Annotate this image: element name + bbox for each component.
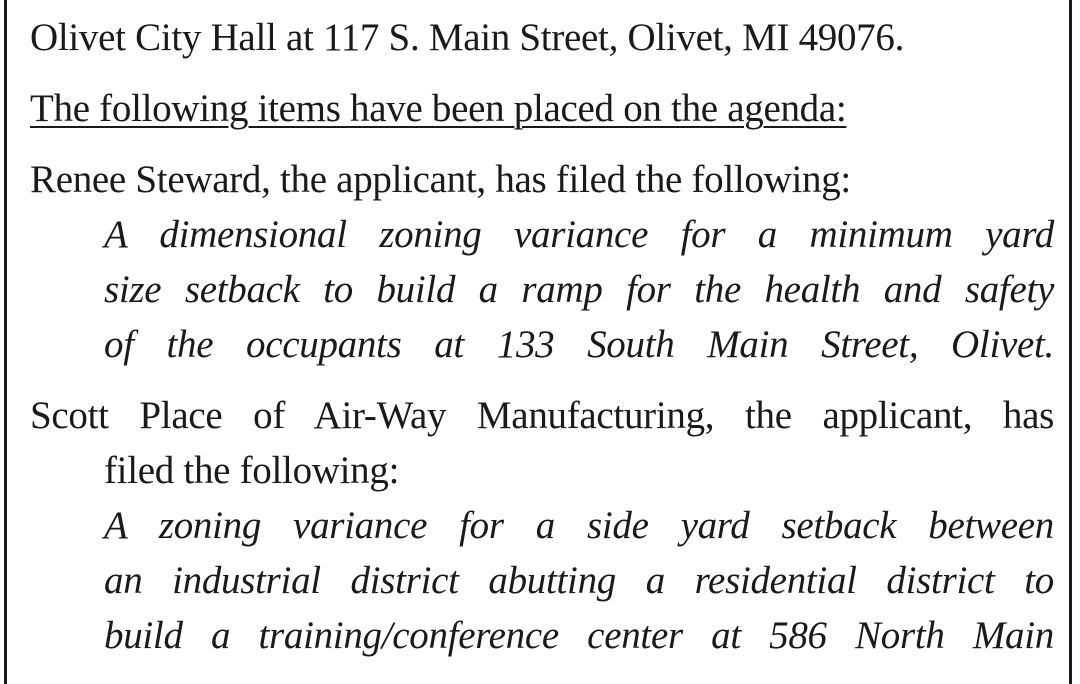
variance-description — [30, 207, 1054, 372]
applicant-line: Renee Steward, the applicant, has filed the following: — [30, 158, 851, 201]
partial-top-line — [30, 0, 1054, 10]
public-notice-document — [30, 0, 1054, 663]
applicant-continuation — [30, 443, 1054, 498]
agenda-item-1 — [30, 152, 1054, 372]
description-line: A zoning variance for a side yard setback between — [104, 504, 1054, 547]
applicant-line-2: filed the following: — [104, 449, 400, 492]
agenda-heading: The following items have been placed on the agenda: — [30, 87, 847, 130]
description-line: of the occupants at 133 South Main Street, Olivet. — [104, 323, 1054, 366]
agenda-item-2 — [30, 388, 1054, 663]
description-line: an industrial district abutting a residential district to — [104, 559, 1054, 602]
description-line: build a training/conference center at 586 North Main — [104, 614, 1054, 657]
applicant-line-1: Scott Place of Air-Way Manufacturing, the applicant, has — [30, 394, 1054, 437]
description-line: A dimensional zoning variance for a minimum yard — [104, 213, 1054, 256]
applicant-line — [30, 388, 1054, 443]
description-line: size setback to build a ramp for the health and safety — [104, 268, 1054, 311]
location-line: Olivet City Hall at 117 S. Main Street, Olivet, MI 49076. — [30, 16, 905, 59]
variance-description — [30, 498, 1054, 663]
